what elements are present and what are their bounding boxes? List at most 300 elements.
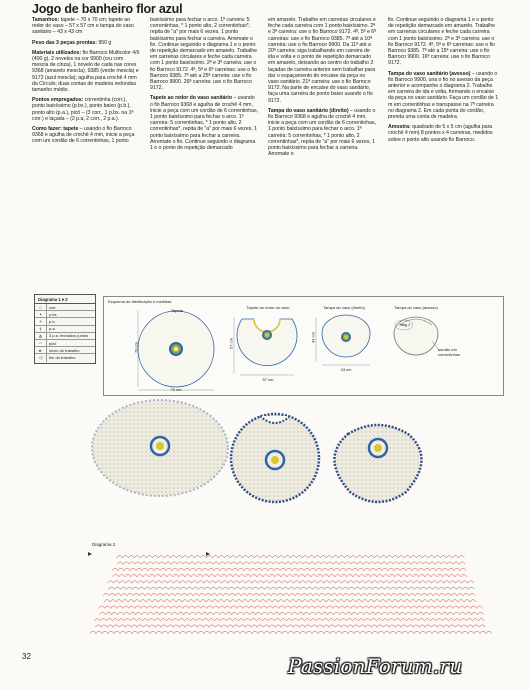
chart-arch [409, 593, 415, 596]
legend-symbol: ᴖ [35, 340, 47, 346]
chart-arch [369, 606, 375, 609]
chart-arch [378, 587, 384, 590]
chart-arch [243, 562, 249, 565]
chart-arch [160, 612, 166, 615]
chart-arch [120, 587, 126, 590]
chart-arch [361, 593, 367, 596]
chart-arch [127, 593, 133, 596]
chart-arch [293, 574, 299, 577]
chart-arch [314, 600, 320, 603]
chart-arch [209, 625, 215, 628]
chart-arch [460, 612, 466, 615]
chart-arch [108, 587, 114, 590]
chart-arch [422, 600, 428, 603]
chart-arch [272, 600, 278, 603]
chart-arch [432, 587, 438, 590]
chart-arch [347, 625, 353, 628]
chart-arch [153, 562, 159, 565]
chart-arch [308, 600, 314, 603]
chart-arch [142, 612, 148, 615]
chart-arch [352, 619, 358, 622]
dim-lid-w: 43 cm [340, 367, 352, 372]
chart-arch [171, 562, 177, 565]
chart-arch [207, 606, 213, 609]
chart-arch [322, 619, 328, 622]
chart-arch [414, 581, 420, 584]
chart-arch [436, 612, 442, 615]
chart-arch [239, 574, 245, 577]
finished-pieces-photos [0, 398, 529, 528]
chart-arch [143, 574, 149, 577]
chart-arch [341, 574, 347, 577]
chart-arch [321, 606, 327, 609]
chart-arch [419, 574, 425, 577]
chart-arch [257, 625, 263, 628]
chart-arch [353, 625, 359, 628]
chart-arch [292, 619, 298, 622]
chart-arch [179, 625, 185, 628]
chart-arch [360, 581, 366, 584]
chart-arch [255, 562, 261, 565]
chart-arch [306, 631, 312, 634]
chart-arch [197, 574, 203, 577]
chart-arch [221, 574, 227, 577]
paragraph-lid-rows: fio. Continue seguindo o diagrama 1 e o ponto de repetição demarcado em amarelo. Trabalhe em carreiras circulares e feche cada carreira com 1 ponto baixíssimo. 2ª e 3ª carreira: use o fio Barroco 9172. 4ª, 5ª e 6ª carreiras: use o fio Barroco 9385. 7ª até a 15ª carreira: use o fio Barroco 9900. 16ª carreira: use o fio Barroco 9172. [388, 17, 495, 67]
chart-arch [442, 619, 448, 622]
chart-arch [108, 631, 114, 634]
paragraph-lid-front: Tampa do vaso sanitário (direito) – usando o fio Barroco 9368 e agulha de crochê 4 mm, inicie a peça com um cordão de 6 correntinhas, 1 ponto baixíssimo para fechar o arco. 1ª carreira: 5 correntinhas, * 1 ponto alto, 2 correntinhas*, repita de "a" por mais 6 vezes, 1 ponto baixíssimo para fechar a carreira. Arremate o [268, 107, 377, 158]
chart-arch [118, 619, 124, 622]
chart-arch [286, 568, 292, 571]
chart-arch [365, 625, 371, 628]
chart-arch [320, 556, 326, 559]
chart-arch [255, 606, 261, 609]
chart-arch [148, 612, 154, 615]
chart-arch [298, 568, 304, 571]
chart-arch [235, 593, 241, 596]
chart-arch [338, 600, 344, 603]
chart-arch [220, 619, 226, 622]
chart-arch [133, 593, 139, 596]
chart-arch [445, 593, 451, 596]
chart-arch [468, 631, 474, 634]
chart-arch [251, 625, 257, 628]
chart-arch [339, 606, 345, 609]
chart-arch [155, 574, 161, 577]
chart-arch [114, 581, 120, 584]
chart-arch [244, 619, 250, 622]
chart-arch [192, 631, 198, 634]
chart-arch [315, 606, 321, 609]
chart-arch [229, 593, 235, 596]
chart-arch [164, 556, 170, 559]
chart-arch [248, 556, 254, 559]
chart-arch [387, 606, 393, 609]
chart-arch [326, 556, 332, 559]
chart-arch [452, 600, 458, 603]
chart-arch [362, 600, 368, 603]
chart-arch [462, 587, 468, 590]
chart-arch [377, 625, 383, 628]
chart-arch [376, 568, 382, 571]
chart-arch [384, 631, 390, 634]
chart-arch [392, 556, 398, 559]
annotation-diag2: diag 2 [399, 322, 411, 327]
chart-arch [328, 568, 334, 571]
chart-arch [411, 606, 417, 609]
chart-arch [156, 587, 162, 590]
chart-arch [378, 581, 384, 584]
chart-arch [386, 600, 392, 603]
chart-arch [424, 619, 430, 622]
chart-arch [389, 625, 395, 628]
chart-arch [442, 612, 448, 615]
page-number: 32 [22, 652, 31, 661]
chart-arch [440, 556, 446, 559]
chart-arch [431, 625, 437, 628]
chart-arch [177, 606, 183, 609]
chart-arch [390, 631, 396, 634]
chart-arch [238, 568, 244, 571]
chart-arch [269, 625, 275, 628]
text-column-4 [388, 17, 500, 147]
chart-arch [455, 625, 461, 628]
chart-arch [349, 593, 355, 596]
chart-arch [444, 581, 450, 584]
chart-arch [110, 600, 116, 603]
chart-arch [352, 612, 358, 615]
chart-arch [478, 612, 484, 615]
chart-arch [214, 619, 220, 622]
chart-arch [260, 600, 266, 603]
chart-arch [466, 619, 472, 622]
chart-arch [384, 581, 390, 584]
chart-arch [395, 625, 401, 628]
chart-arch [318, 587, 324, 590]
legend-label: picô [49, 340, 57, 346]
chart-arch [122, 600, 128, 603]
chart-arch [138, 587, 144, 590]
chart-arch [123, 562, 129, 565]
chart-arch [168, 581, 174, 584]
legend-label: fim do trabalho [49, 355, 76, 361]
diagram-2-chart [86, 548, 496, 640]
chart-arch [199, 593, 205, 596]
chart-arch [275, 625, 281, 628]
chart-arch [459, 562, 465, 565]
chart-arch [147, 606, 153, 609]
chart-arch [325, 593, 331, 596]
chart-arch [106, 619, 112, 622]
chart-arch [276, 587, 282, 590]
chart-arch [426, 587, 432, 590]
chart-arch [102, 631, 108, 634]
chart-arch [272, 556, 278, 559]
chart-arch [466, 612, 472, 615]
paragraph-stitches: Pontos empregados: correntinha (corr.), ponto baixíssimo (p.bx.), ponto baixo (p.b.), ponto alto (p.a.), picô – (3 corr., 1 p.bx. na 1ª corr.) e laçada – (2 p.a, 2 corr., 2 p.a.). [32, 97, 134, 122]
chart-arch [351, 606, 357, 609]
chart-arch [413, 625, 419, 628]
photo-lid [334, 425, 421, 502]
chart-arch [239, 625, 245, 628]
chart-arch [170, 556, 176, 559]
chart-arch [278, 600, 284, 603]
chart-arch [367, 593, 373, 596]
chart-arch [162, 587, 168, 590]
chart-arch [184, 568, 190, 571]
chart-arch [214, 568, 220, 571]
chart-arch [317, 574, 323, 577]
chart-arch [468, 587, 474, 590]
chart-arch [202, 612, 208, 615]
chart-arch [230, 600, 236, 603]
chart-arch [379, 593, 385, 596]
chart-arch [297, 606, 303, 609]
chart-arch [334, 619, 340, 622]
chart-arch [478, 619, 484, 622]
chart-arch [262, 619, 268, 622]
chart-arch [111, 606, 117, 609]
chart-arch [364, 612, 370, 615]
chart-arch [355, 593, 361, 596]
chart-arch [157, 593, 163, 596]
chart-arch [411, 562, 417, 565]
paragraph-lid-back: Tampa do vaso sanitário (avesso) – usando o fio Barroco 9900, una o fio no avesso da peça anterior e acompanhe o diagrama 2. Trabalhe em carreira de ida e volta, formando o encaixe da peça no vaso sanitário. Faça um cordão de 1 m em correntinhas e transpasse na 7ª carreira no diagrama 2. Em cada ponta do cordão, prenda uma conta de madeira. [388, 70, 499, 121]
chart-arch [346, 619, 352, 622]
chart-arch [326, 600, 332, 603]
chart-arch [196, 568, 202, 571]
chart-arch [474, 631, 480, 634]
chart-arch [294, 581, 300, 584]
chart-arch [434, 600, 440, 603]
chart-arch [166, 619, 172, 622]
chart-arch [295, 593, 301, 596]
legend-label: 3 p.a. fechados juntos [49, 333, 89, 339]
chart-arch [399, 562, 405, 565]
chart-arch [394, 612, 400, 615]
chart-arch [396, 587, 402, 590]
chart-arch [99, 606, 105, 609]
chart-arch [375, 562, 381, 565]
text-column-3 [268, 17, 376, 161]
dim-rug-h: 70 cm [133, 342, 139, 353]
chart-arch [197, 625, 203, 628]
chart-arch [219, 606, 225, 609]
chart-arch [448, 619, 454, 622]
chart-arch [328, 612, 334, 615]
chart-arch [291, 606, 297, 609]
chart-arch [430, 568, 436, 571]
chart-arch [142, 619, 148, 622]
chart-arch [288, 587, 294, 590]
chart-arch [405, 562, 411, 565]
chart-arch [250, 612, 256, 615]
chart-arch [200, 600, 206, 603]
chart-arch [404, 600, 410, 603]
chart-arch [286, 612, 292, 615]
annotation-cord: cordão em correntinhas [438, 347, 461, 357]
chart-arch [360, 587, 366, 590]
chart-arch [113, 625, 119, 628]
chart-arch [416, 600, 422, 603]
chart-arch [486, 631, 492, 634]
chart-arch [303, 606, 309, 609]
chart-arch [167, 625, 173, 628]
chart-arch [280, 619, 286, 622]
chart-arch [293, 625, 299, 628]
chart-arch [380, 556, 386, 559]
chart-arch [318, 581, 324, 584]
chart-arch [346, 612, 352, 615]
chart-arch [299, 625, 305, 628]
chart-arch [184, 612, 190, 615]
chart-arch [208, 619, 214, 622]
chart-arch [435, 606, 441, 609]
chart-arch [195, 562, 201, 565]
chart-arch [390, 587, 396, 590]
chart-arch [450, 581, 456, 584]
dim-rug-w: 70 cm [170, 387, 182, 392]
chart-arch [248, 600, 254, 603]
chart-arch [384, 587, 390, 590]
chart-arch [312, 631, 318, 634]
chart-arch [372, 631, 378, 634]
chart-arch [441, 562, 447, 565]
chart-arch [191, 574, 197, 577]
chart-arch [428, 600, 434, 603]
chart-arch [454, 619, 460, 622]
chart-arch [304, 568, 310, 571]
chart-arch [138, 631, 144, 634]
chart-arch [434, 556, 440, 559]
chart-arch [460, 619, 466, 622]
chart-arch [437, 625, 443, 628]
chart-arch [204, 581, 210, 584]
chart-arch [408, 587, 414, 590]
chart-arch [223, 593, 229, 596]
chart-arch [406, 619, 412, 622]
chart-arch [412, 612, 418, 615]
chart-arch [227, 574, 233, 577]
chart-arch [166, 612, 172, 615]
chart-arch [460, 568, 466, 571]
legend-symbol: ▸ [35, 347, 47, 353]
chart-arch [297, 562, 303, 565]
chart-arch [371, 574, 377, 577]
chart-arch [222, 587, 228, 590]
chart-arch [329, 625, 335, 628]
chart-arch [312, 587, 318, 590]
chart-arch [316, 612, 322, 615]
chart-arch [396, 581, 402, 584]
chart-arch [402, 587, 408, 590]
chart-arch [219, 562, 225, 565]
chart-arch [284, 556, 290, 559]
chart-arch [465, 606, 471, 609]
chart-arch [327, 606, 333, 609]
chart-arch [114, 631, 120, 634]
chart-arch [158, 556, 164, 559]
chart-arch [388, 568, 394, 571]
chart-arch [112, 568, 118, 571]
chart-arch [289, 593, 295, 596]
dim-toilet-w: 57 cm [262, 377, 274, 382]
chart-arch [130, 612, 136, 615]
chart-arch [128, 556, 134, 559]
chart-arch [159, 562, 165, 565]
chart-arch [336, 587, 342, 590]
chart-arch [161, 574, 167, 577]
chart-arch [316, 619, 322, 622]
chart-arch [214, 612, 220, 615]
chart-arch [208, 612, 214, 615]
chart-arch [351, 562, 357, 565]
chart-arch [439, 593, 445, 596]
chart-arch [423, 606, 429, 609]
chart-arch [101, 625, 107, 628]
chart-arch [154, 619, 160, 622]
chart-arch [440, 600, 446, 603]
chart-arch [340, 612, 346, 615]
chart-arch [94, 619, 100, 622]
chart-arch [198, 581, 204, 584]
paragraph-weight: Peso das 3 peças prontas: 950 g [32, 39, 112, 46]
chart-arch [388, 612, 394, 615]
chart-arch [400, 619, 406, 622]
chart-arch [388, 619, 394, 622]
chart-arch [135, 606, 141, 609]
chart-arch [187, 593, 193, 596]
chart-arch [432, 631, 438, 634]
chart-arch [364, 568, 370, 571]
chart-arch [424, 568, 430, 571]
chart-arch [226, 619, 232, 622]
chart-arch [140, 600, 146, 603]
chart-arch [203, 574, 209, 577]
chart-arch [176, 556, 182, 559]
chart-arch [385, 593, 391, 596]
chart-arch [381, 606, 387, 609]
chart-arch [404, 556, 410, 559]
chart-arch [420, 581, 426, 584]
chart-arch [261, 562, 267, 565]
chart-arch [370, 612, 376, 615]
text-column-1 [32, 17, 140, 149]
chart-arch [212, 600, 218, 603]
chart-arch [196, 619, 202, 622]
chart-arch [377, 574, 383, 577]
legend-row [35, 347, 95, 354]
chart-arch [108, 581, 114, 584]
chart-arch [186, 631, 192, 634]
chart-arch [340, 568, 346, 571]
chart-arch [150, 631, 156, 634]
chart-arch [296, 600, 302, 603]
chart-arch [156, 631, 162, 634]
chart-arch [451, 593, 457, 596]
chart-arch [254, 556, 260, 559]
schema-title: Esquema de distribuição e medidas [108, 299, 172, 304]
chart-arch [96, 631, 102, 634]
chart-arch [324, 587, 330, 590]
chart-arch [443, 574, 449, 577]
chart-arch [322, 568, 328, 571]
chart-arch [141, 562, 147, 565]
chart-arch [422, 556, 428, 559]
chart-arch [270, 581, 276, 584]
chart-arch [285, 562, 291, 565]
chart-arch [382, 568, 388, 571]
